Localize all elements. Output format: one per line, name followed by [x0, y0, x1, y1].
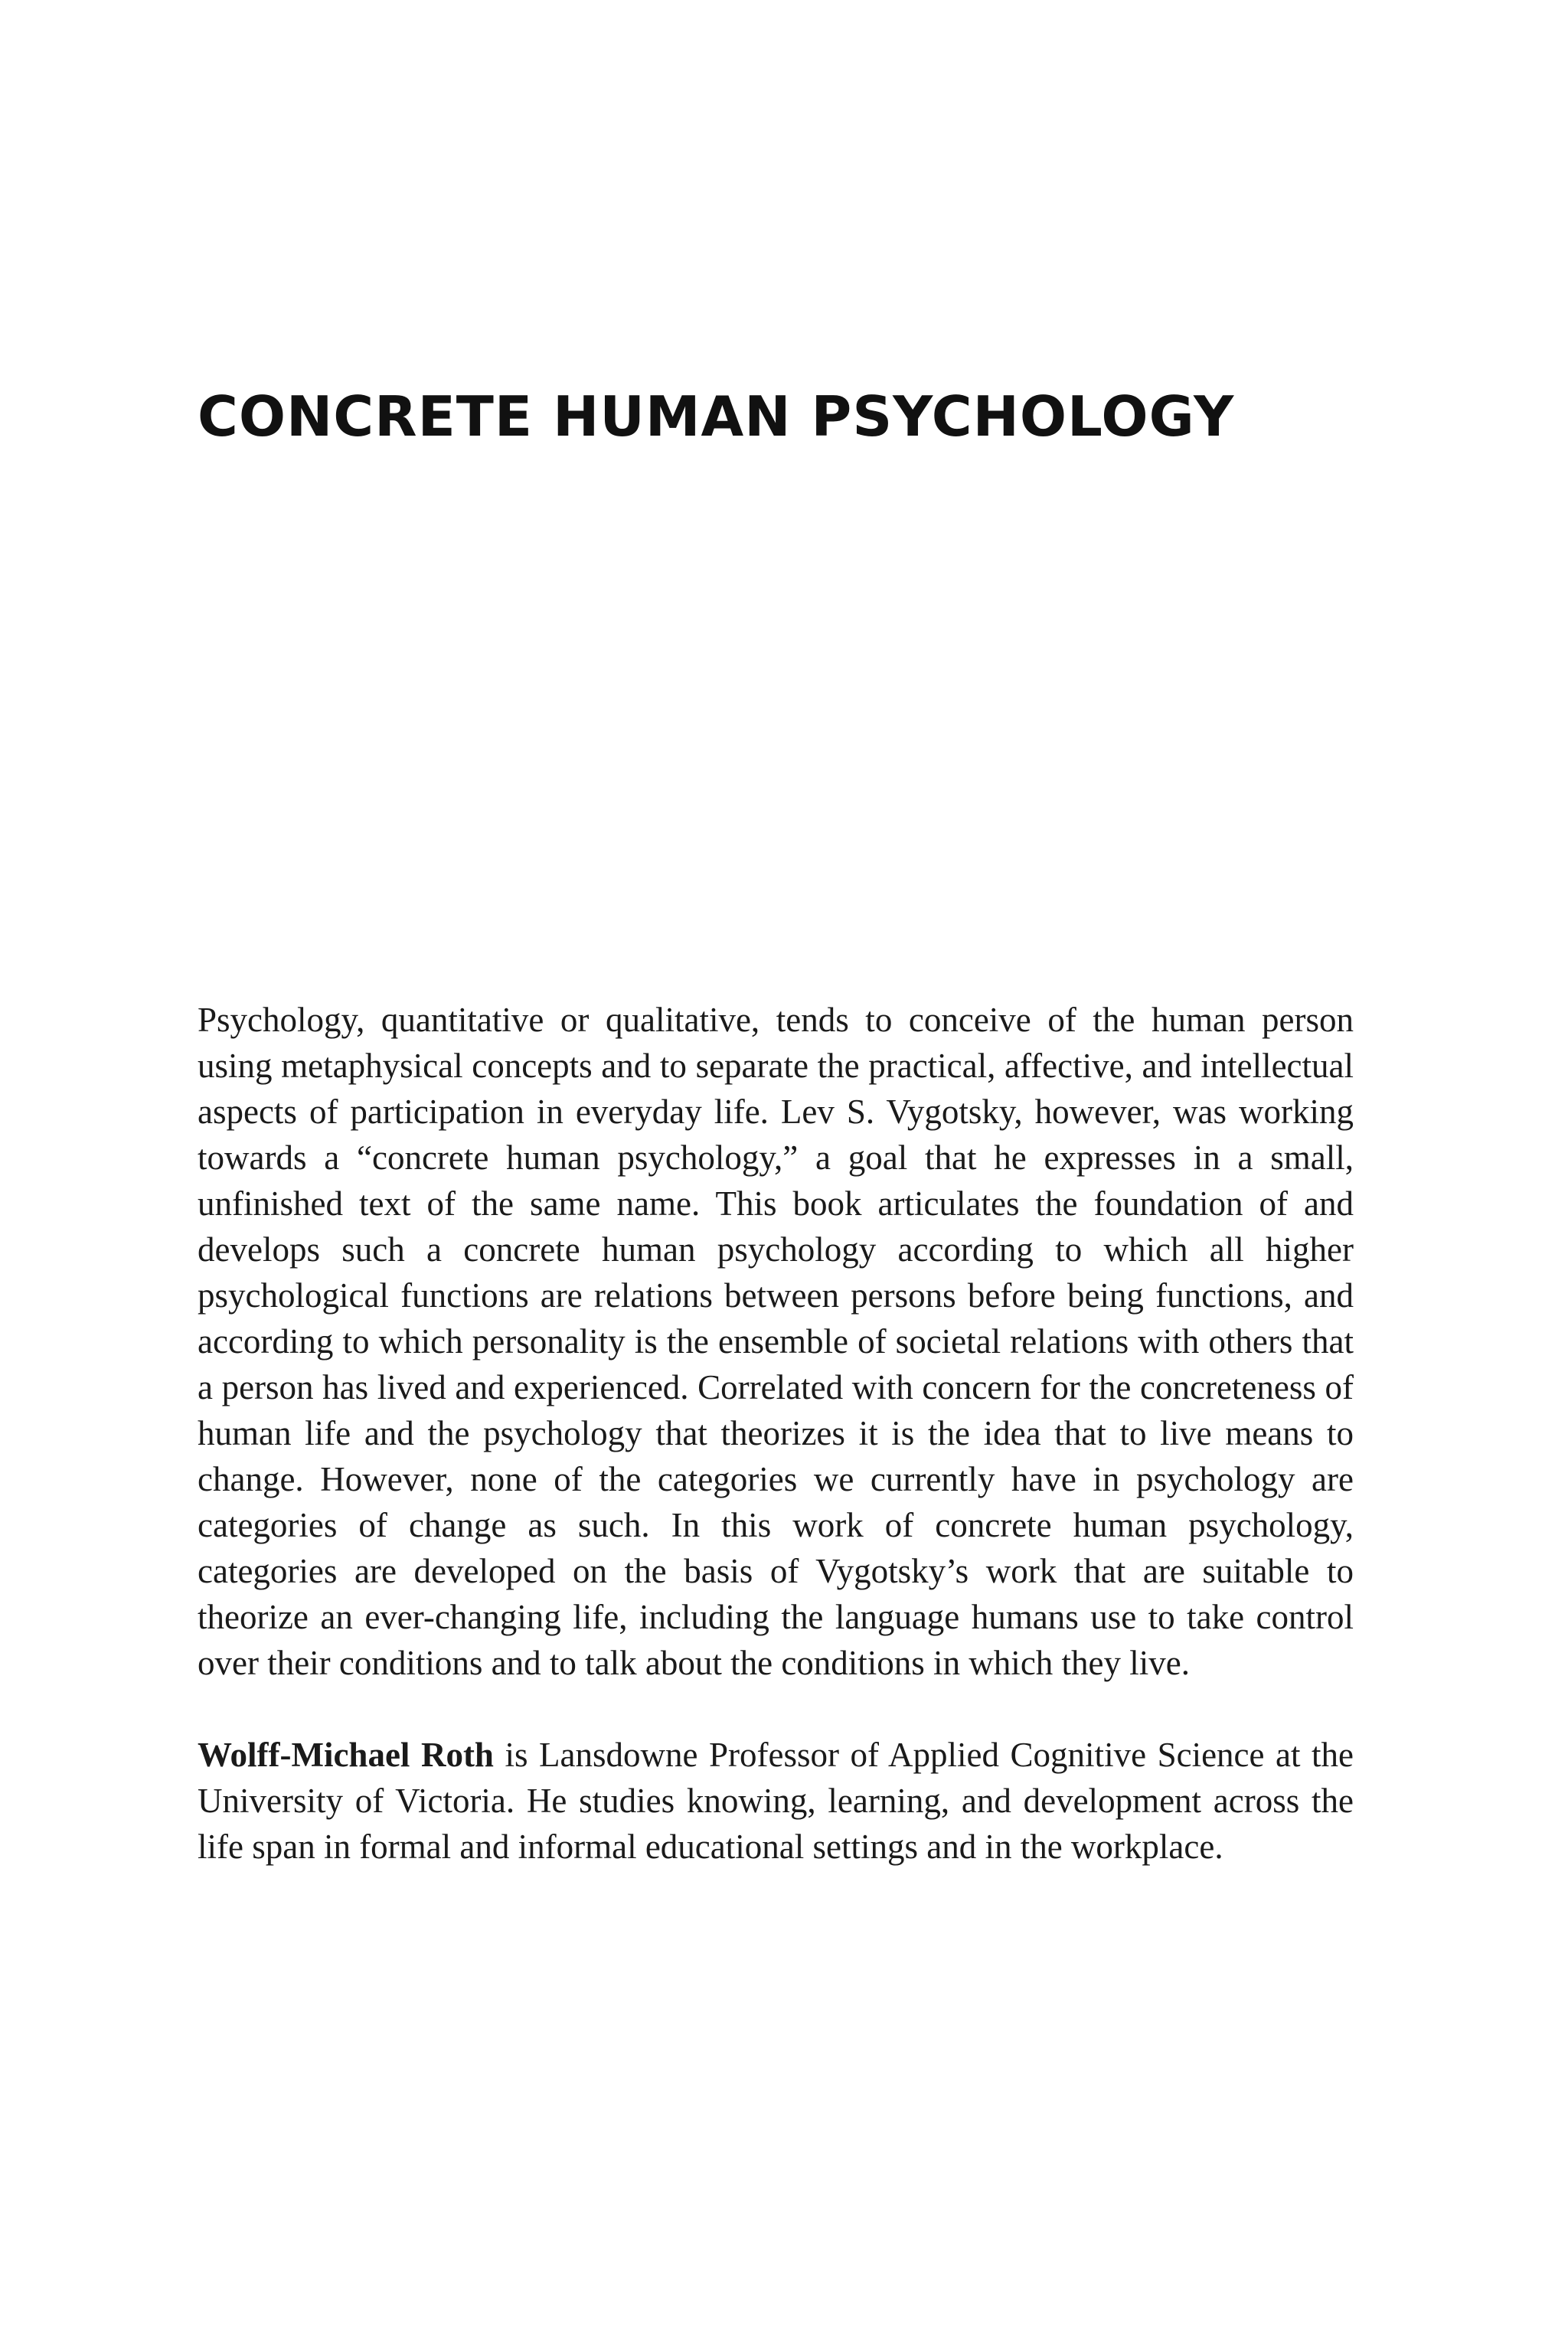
book-title: CONCRETE HUMAN PSYCHOLOGY [198, 384, 1235, 449]
author-bio [198, 1732, 1354, 1870]
blurb-section [198, 997, 1354, 1870]
author-bio-text: is Lansdowne Professor of Applied Cognitive Science at the University of Victoria. He studies knowing, learning, and development across the life span in formal and informal educational settings and in the workplace. [198, 1736, 1354, 1866]
book-description: Psychology, quantitative or qualitative, tends to conceive of the human person using metaphysical concepts and to separate the practical, affective, and intellectual aspects of participation in everyday life. Lev S. Vygotsky, however, was working towards a “concrete human psychology,” a goal that he expresses in a small, unfinished text of the same name. This book articulates the foundation of and develops such a concrete human psychology according to which all higher psychological functions are relations between persons before being functions, and according to which personality is the ensemble of societal relations with others that a person has lived and experienced. Correlated with concern for the concreteness of human life and the psychology that theorizes it is the idea that to live means to change. However, none of the categories we currently have in psychology are categories of change as such. In this work of concrete human psychology, categories are developed on the basis of Vygotsky’s work that are suitable to theorize an ever-changing life, including the language humans use to take control over their conditions and to talk about the conditions in which they live. [198, 1001, 1354, 1682]
author-name: Wolff-Michael Roth [198, 1736, 494, 1774]
